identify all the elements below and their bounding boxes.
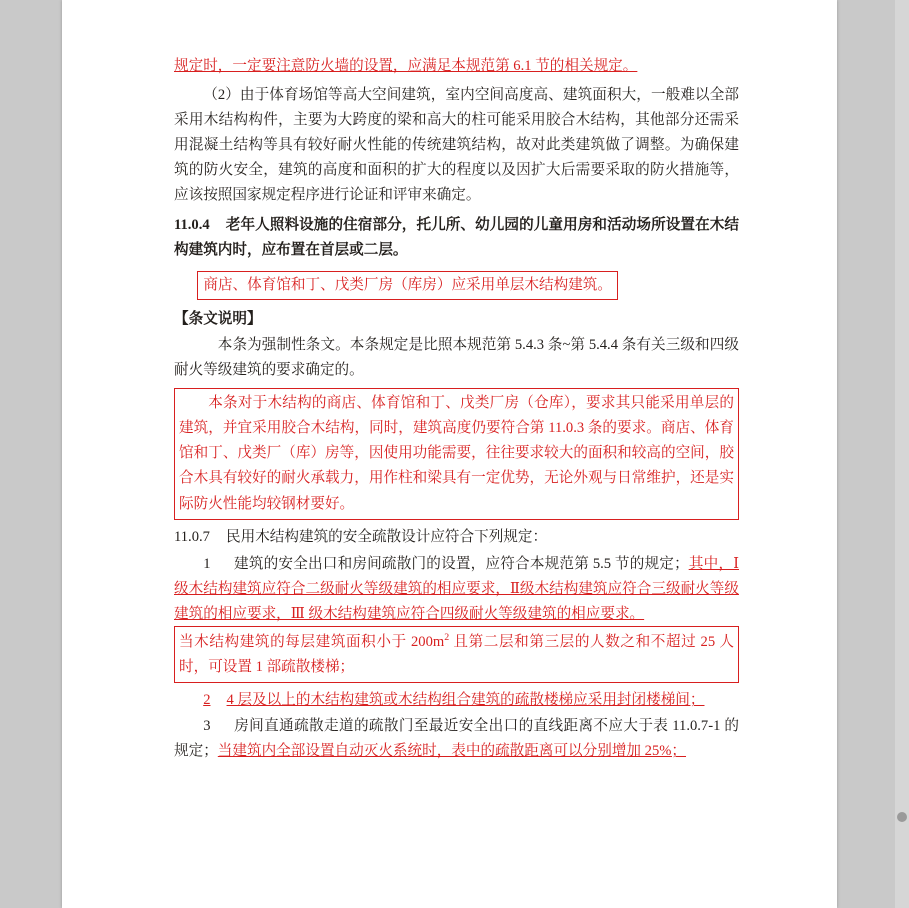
paragraph-item-2: （2）由于体育场馆等高大空间建筑，室内空间高度高、建筑面积大，一般难以全部采用木结构构件，主要为大跨度的梁和高大的柱可能采用胶合木结构，其他部分还需采用混凝土结构等具有较好耐火性能的传统建筑结构，故对此类建筑做了调整。为确保建筑的防火安全，建筑的高度和面积的扩大的程度以及因扩大后需要采取的防火措施等，应该按照国家规定程序进行论证和评审来确定。 [174,87,739,204]
sub-clause-text-annotation: 其中，Ⅰ级木结构建筑应符合二级耐火等级建筑的相应要求，Ⅱ级木结构建筑应符合三级耐火等级建筑的相应要求，Ⅲ 级木结构建筑应符合四级耐火等级建筑的相应要求。 [174,555,740,622]
section-heading-explanation: 【条文说明】 [174,310,262,327]
boxed-note-text: 商店、体育馆和丁、戊类厂房（库房）应采用单层木结构建筑。 [197,271,618,300]
vertical-scrollbar[interactable] [895,0,909,908]
clause-11-0-7 [174,525,739,550]
boxed-note-single-storey [174,269,739,302]
clause-number: 11.0.7 [174,528,210,545]
sub-clause-number: 3 [203,718,211,735]
document-page [62,0,837,908]
boxed-note-stair-requirement: 当木结构建筑的每层建筑面积小于 $200m^2$ 且第二层和第三层的人数之和不超过 25 人时，可设置 1 部疏散楼梯； [174,626,739,683]
sub-clause-number: 2 [203,692,211,709]
sub-clause-3 [174,714,739,764]
clause-11-0-4 [174,213,739,263]
sub-clause-text-black: 房间直通疏散走道的疏散门至最近安全出口的直线距离不应大于表 11.0.7-1 的规定； [174,718,739,760]
vertical-scroll-thumb[interactable] [897,812,907,822]
paragraph-annotated-rule-reference: 规定时，一定要注意防火墙的设置，应满足本规范第 6.1 节的相关规定。 [174,58,638,74]
page-content [174,54,739,765]
sub-clause-text-black: 建筑的安全出口和房间疏散门的设置，应符合本规范第 5.5 节的规定； [233,555,689,572]
clause-text: 老年人照料设施的住宿部分，托儿所、幼儿园的儿童用房和活动场所设置在木结构建筑内时，应布置在首层或二层。 [174,216,739,258]
sub-clause-1 [174,552,739,627]
sub-clause-2 [174,688,739,713]
clause-number: 11.0.4 [174,216,210,233]
paragraph-explanation-body: 本条为强制性条文。本条规定是比照本规范第 5.4.3 条~第 5.4.4 条有关三级和四级耐火等级建筑的要求确定的。 [174,336,739,379]
sub-clause-number: 1 [203,555,211,572]
boxed-paragraph-timber-store: 本条对于木结构的商店、体育馆和丁、戊类厂房（仓库），要求其只能采用单层的建筑，并宜采用胶合木结构，同时，建筑高度仍要符合第 11.0.3 条的要求。商店、体育馆和丁、戊类厂（库）房等，因使用功能需要，往往要求较大的面积和较高的空间，胶合木具有较好的耐火承载力，用作柱和梁具有一定优势，无论外观与日常维护，还是实际防火性能均较钢材要好。 [174,388,739,519]
clause-text: 民用木结构建筑的安全疏散设计应符合下列规定： [226,528,548,545]
sub-clause-text-annotation: 当建筑内全部设置自动灭火系统时，表中的疏散距离可以分别增加 25%； [217,743,687,760]
sub-clause-text: 4 层及以上的木结构建筑或木结构组合建筑的疏散楼梯应采用封闭楼梯间； [226,692,705,709]
